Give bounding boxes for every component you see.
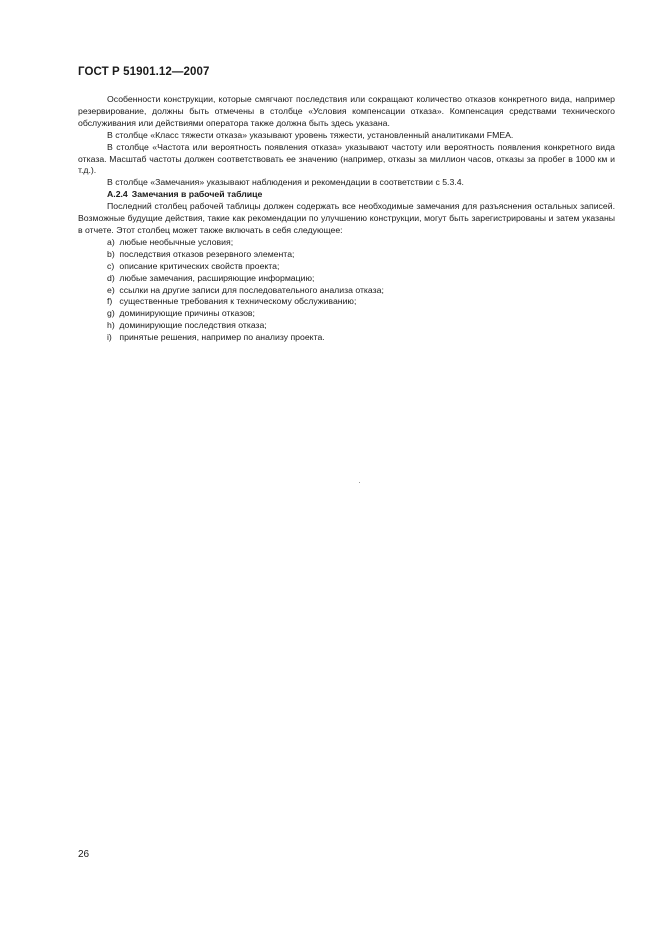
list-item-text: последствия отказов резервного элемента; — [119, 248, 295, 259]
list-item — [78, 296, 615, 308]
document-header: ГОСТ Р 51901.12—2007 — [78, 66, 210, 78]
scan-speck — [359, 482, 360, 483]
list-item — [78, 285, 615, 297]
list-item-marker: d) — [107, 272, 115, 283]
paragraph-compensation: Особенности конструкции, которые смягчают последствия или сокращают количество отказов конкретного вида, например резервирование, должны быть отмечены в столбце «Условия компенсации отказа». Компенсация средствами технического обслуживания или действиями оператора также должна быть здесь указана. — [78, 94, 615, 128]
list-item-text: ссылки на другие записи для последовательного анализа отказа; — [119, 284, 384, 295]
list-item — [78, 320, 615, 332]
list-item-marker: e) — [107, 284, 115, 295]
list-item-marker: a) — [107, 236, 115, 247]
list-item — [78, 308, 615, 320]
paragraph-severity-class: В столбце «Класс тяжести отказа» указывают уровень тяжести, установленный аналитиками FMEA. — [107, 129, 514, 140]
list-item — [78, 273, 615, 285]
list-item-marker: h) — [107, 320, 115, 331]
list-item — [78, 261, 615, 273]
list-item-text: доминирующие последствия отказа; — [119, 320, 267, 331]
list-item — [78, 332, 615, 344]
remarks-list — [78, 237, 615, 344]
list-item-marker: i) — [107, 332, 112, 343]
list-item-marker: g) — [107, 308, 115, 319]
list-item — [78, 237, 615, 249]
list-item-text: любые необычные условия; — [119, 236, 234, 247]
list-item-text: описание критических свойств проекта; — [119, 260, 280, 271]
list-item-text: принятые решения, например по анализу проекта. — [119, 332, 325, 343]
list-item-marker: c) — [107, 260, 115, 271]
list-item — [78, 249, 615, 261]
list-item-text: любые замечания, расширяющие информацию; — [119, 272, 315, 283]
list-item-marker: b) — [107, 248, 115, 259]
paragraph-remarks: В столбце «Замечания» указывают наблюдения и рекомендации в соответствии с 5.3.4. — [107, 177, 464, 188]
list-item-marker: f) — [107, 296, 113, 307]
subsection-number: А.2.4 — [107, 189, 128, 200]
paragraph-last-column: Последний столбец рабочей таблицы должен содержать все необходимые замечания для разъяснения остальных записей. Возможные будущие действия, такие как рекомендации по улучшению конструкции, могут быть зарегистрированы и затем указаны в отчете. Этот столбец может также включать в себя следующее: — [78, 201, 615, 235]
subsection-heading — [78, 189, 615, 201]
subsection-title: Замечания в рабочей таблице — [131, 189, 263, 200]
list-item-text: доминирующие причины отказов; — [119, 308, 255, 319]
page-number: 26 — [78, 849, 90, 860]
paragraph-frequency: В столбце «Частота или вероятность появления отказа» указывают частоту или вероятность появления конкретного вида отказа. Масштаб частоты должен соответствовать ее значению (например, отказы за миллион часов, отказы за пробег в 1000 км и т.д.). — [78, 141, 615, 176]
document-body — [78, 94, 615, 344]
list-item-text: существенные требования к техническому обслуживанию; — [119, 296, 357, 307]
